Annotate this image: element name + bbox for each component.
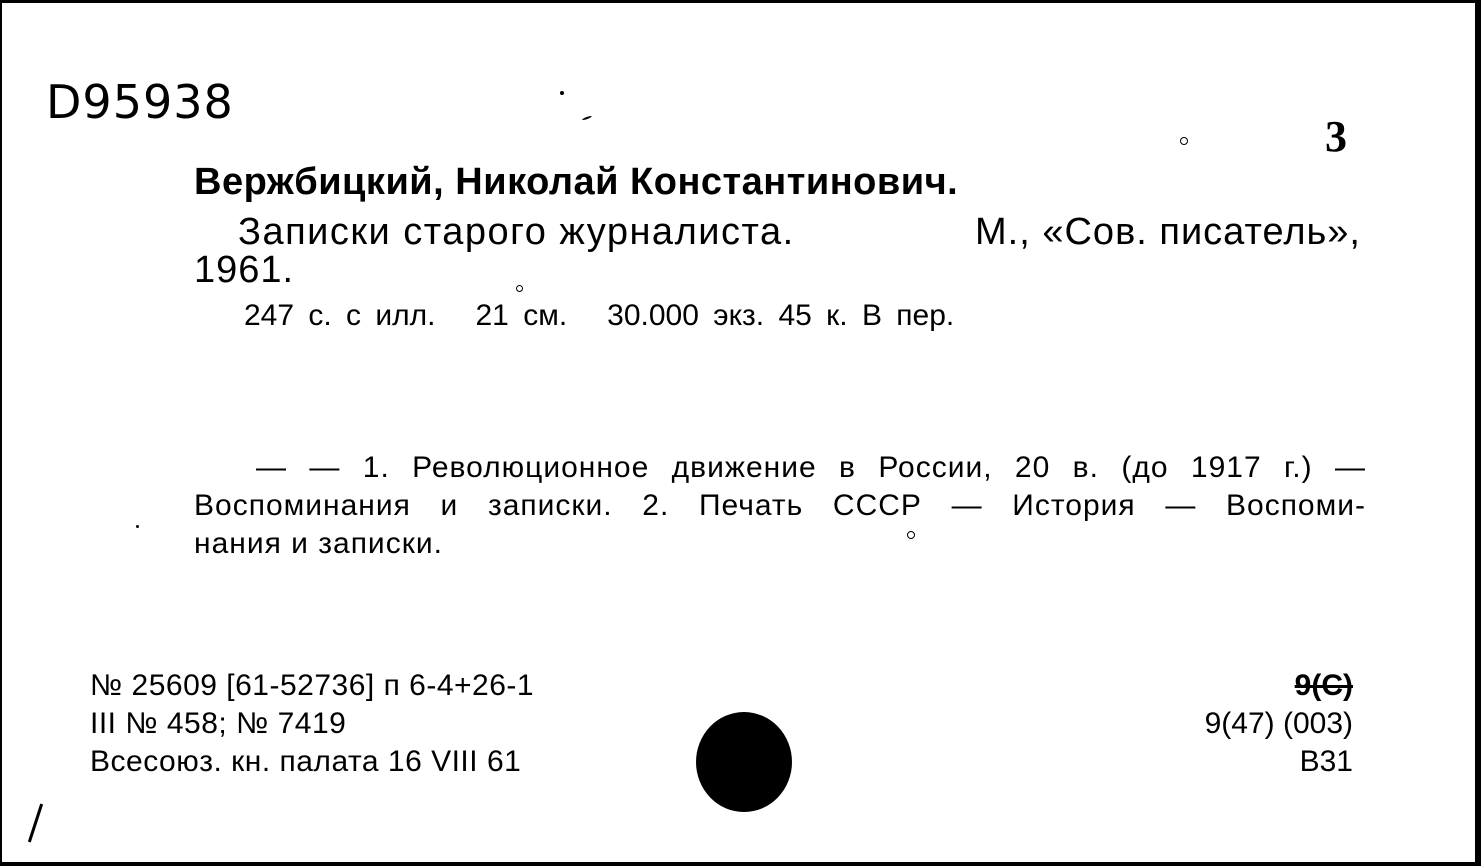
print-run-price: 30.000 экз. 45 к. В пер.: [607, 299, 955, 332]
slash-mark: [28, 804, 43, 843]
classification-code: В31: [1299, 745, 1353, 778]
ink-speck: [1180, 137, 1188, 145]
subject-line: — — 1. Революционное движение в России, 20 в. (до 1917 г.) —: [256, 451, 1366, 484]
classification-block: [1205, 667, 1353, 781]
registration-block: [90, 667, 534, 781]
subject-line: Воспоминания и записки. 2. Печать СССР — История — Воспоми-: [194, 489, 1366, 522]
ink-speck: [560, 91, 564, 95]
book-size: 21 см.: [475, 299, 568, 332]
struck-classification-code: 9(С): [1294, 669, 1353, 702]
registration-line: Всесоюз. кн. палата 16 VIII 61: [90, 745, 522, 778]
subject-line: нания и записки.: [194, 527, 443, 560]
registration-line: № 25609 [61-52736] п 6-4+26-1: [90, 669, 535, 702]
inventory-number: D95938: [46, 75, 234, 129]
book-title: Записки старого журналиста.: [238, 211, 795, 253]
author-heading: Вержбицкий, Николай Константинович.: [194, 161, 959, 203]
classification-code: 9(47) (003): [1204, 707, 1353, 740]
ink-speck: [582, 115, 592, 120]
physical-description: [244, 299, 954, 333]
ink-speck: [136, 525, 139, 528]
punch-hole: [696, 712, 792, 812]
publication-year: 1961.: [194, 249, 295, 291]
subject-headings: [194, 449, 1366, 563]
page-count: 247 с. с илл.: [244, 299, 436, 332]
publisher-imprint: М., «Сов. писатель»,: [975, 211, 1361, 253]
ink-speck: [907, 531, 915, 539]
ink-speck: [516, 285, 523, 292]
registration-line: III № 458; № 7419: [90, 707, 347, 740]
card-number: 3: [1325, 112, 1347, 161]
